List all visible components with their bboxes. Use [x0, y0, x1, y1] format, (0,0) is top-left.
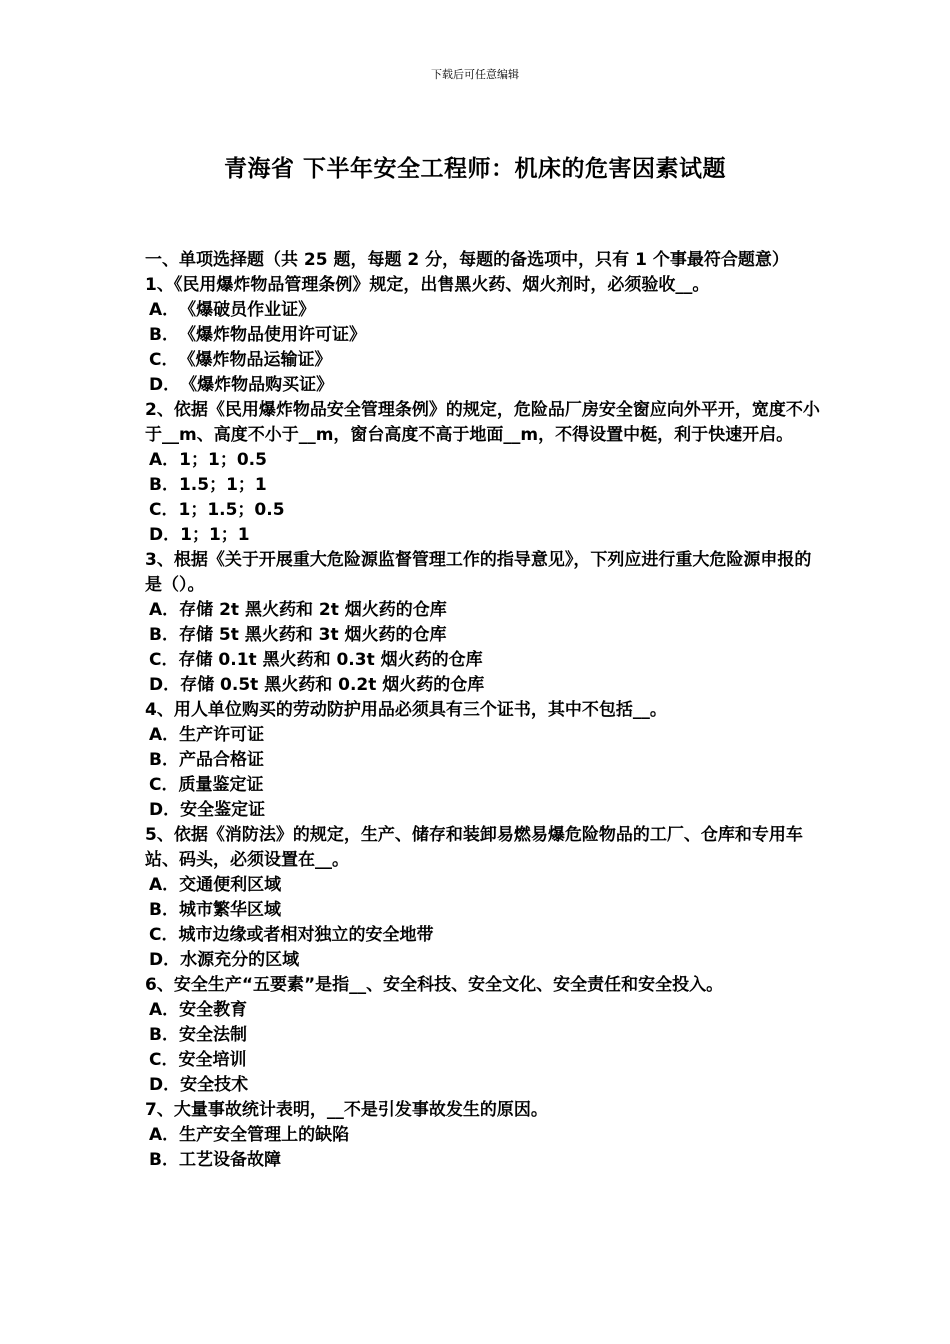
option-text: 产品合格证 [178, 750, 264, 770]
question-block [145, 698, 820, 823]
option-letter: C． [149, 650, 179, 670]
option-letter: D． [149, 800, 181, 820]
answer-option [145, 923, 820, 948]
answer-option [145, 673, 820, 698]
option-letter: B． [149, 1150, 179, 1170]
answer-option [145, 1148, 820, 1173]
answer-option [145, 773, 820, 798]
option-text: 《爆炸物品使用许可证》 [178, 325, 366, 345]
option-text: 安全鉴定证 [180, 800, 266, 820]
answer-option [145, 523, 820, 548]
option-letter: C． [149, 350, 179, 370]
question-block [145, 548, 820, 698]
option-text: 《爆破员作业证》 [179, 300, 316, 320]
answer-option [145, 598, 820, 623]
option-letter: C． [149, 925, 179, 945]
option-letter: C． [149, 775, 179, 795]
option-text: 城市繁华区域 [178, 900, 281, 920]
option-letter: B． [149, 625, 179, 645]
question-block [145, 398, 820, 548]
option-text: 安全培训 [178, 1050, 247, 1070]
option-letter: D． [149, 525, 181, 545]
option-letter: A． [149, 600, 180, 620]
answer-option [145, 723, 820, 748]
option-letter: C． [149, 500, 179, 520]
document-title: 青海省 下半年安全工程师：机床的危害因素试题 [223, 156, 726, 182]
option-letter: A． [149, 300, 180, 320]
answer-option [145, 348, 820, 373]
option-text: 1；1.5；0.5 [178, 500, 285, 520]
option-letter: D． [149, 375, 181, 395]
option-letter: A． [149, 725, 180, 745]
answer-option [145, 623, 820, 648]
section-heading: 一、单项选择题（共 25 题，每题 2 分，每题的备选项中，只有 1 个事最符合题意） [145, 250, 789, 270]
question-stem: 5、依据《消防法》的规定，生产、储存和装卸易燃易爆危险物品的工厂、仓库和专用车站、码头，必须设置在__。 [145, 825, 803, 870]
option-text: 水源充分的区域 [180, 950, 300, 970]
answer-option [145, 998, 820, 1023]
option-letter: C． [149, 1050, 179, 1070]
option-letter: A． [149, 1000, 180, 1020]
option-text: 交通便利区域 [179, 875, 282, 895]
answer-option [145, 798, 820, 823]
question-stem: 7、大量事故统计表明，__不是引发事故发生的原因。 [145, 1100, 548, 1120]
option-text: 安全教育 [179, 1000, 248, 1020]
answer-option [145, 648, 820, 673]
option-text: 1.5；1；1 [178, 475, 267, 495]
answer-option [145, 448, 820, 473]
answer-option [145, 1048, 820, 1073]
question-stem: 4、用人单位购买的劳动防护用品必须具有三个证书，其中不包括__。 [145, 700, 667, 720]
option-text: 《爆炸物品购买证》 [180, 375, 334, 395]
option-text: 生产安全管理上的缺陷 [179, 1125, 350, 1145]
answer-option [145, 1123, 820, 1148]
question-stem: 2、依据《民用爆炸物品安全管理条例》的规定，危险品厂房安全窗应向外平开，宽度不小于__m、高度不小于__m，窗台高度不高于地面__m，不得设置中梃，利于快速开启。 [145, 400, 820, 445]
question-stem: 3、根据《关于开展重大危险源监督管理工作的指导意见》，下列应进行重大危险源申报的是（）。 [145, 550, 812, 595]
option-letter: B． [149, 475, 179, 495]
option-letter: A． [149, 1125, 180, 1145]
option-text: 城市边缘或者相对独立的安全地带 [178, 925, 434, 945]
question-stem: 6、安全生产“五要素”是指__、安全科技、安全文化、安全责任和安全投入。 [145, 975, 724, 995]
option-text: 1；1；1 [180, 525, 250, 545]
option-letter: B． [149, 1025, 179, 1045]
answer-option [145, 473, 820, 498]
answer-option [145, 298, 820, 323]
option-text: 存储 0.5t 黑火药和 0.2t 烟火药的仓库 [180, 675, 485, 695]
option-text: 质量鉴定证 [178, 775, 264, 795]
option-letter: D． [149, 675, 181, 695]
answer-option [145, 498, 820, 523]
answer-option [145, 1073, 820, 1098]
question-block [145, 273, 820, 398]
option-letter: A． [149, 450, 180, 470]
answer-option [145, 1023, 820, 1048]
answer-option [145, 948, 820, 973]
question-stem: 1、《民用爆炸物品管理条例》规定，出售黑火药、烟火剂时，必须验收__。 [145, 275, 710, 295]
option-text: 存储 2t 黑火药和 2t 烟火药的仓库 [179, 600, 447, 620]
answer-option [145, 323, 820, 348]
option-letter: B． [149, 900, 179, 920]
answer-option [145, 748, 820, 773]
option-letter: D． [149, 1075, 181, 1095]
document-body [145, 248, 820, 1173]
option-letter: A． [149, 875, 180, 895]
option-letter: D． [149, 950, 181, 970]
question-block [145, 823, 820, 973]
option-text: 存储 5t 黑火药和 3t 烟火药的仓库 [178, 625, 447, 645]
option-text: 《爆炸物品运输证》 [178, 350, 332, 370]
option-text: 安全技术 [180, 1075, 249, 1095]
question-block [145, 1098, 820, 1173]
option-text: 1；1；0.5 [179, 450, 267, 470]
header-note: 下载后可任意编辑 [431, 68, 519, 81]
option-text: 工艺设备故障 [178, 1150, 281, 1170]
option-text: 存储 0.1t 黑火药和 0.3t 烟火药的仓库 [178, 650, 483, 670]
option-text: 安全法制 [178, 1025, 247, 1045]
question-list [145, 273, 820, 1173]
option-letter: B． [149, 325, 179, 345]
answer-option [145, 898, 820, 923]
answer-option [145, 373, 820, 398]
question-block [145, 973, 820, 1098]
answer-option [145, 873, 820, 898]
option-letter: B． [149, 750, 179, 770]
option-text: 生产许可证 [179, 725, 265, 745]
